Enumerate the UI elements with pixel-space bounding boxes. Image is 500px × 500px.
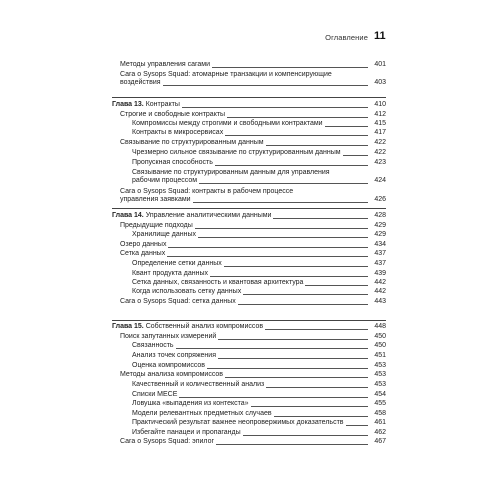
toc-entry [132,362,386,370]
page-number: 11 [374,30,386,42]
toc-entry [120,250,386,258]
toc-page-number: 429 [374,231,386,238]
chapter-divider [112,208,386,209]
toc-page-number: 448 [374,323,386,330]
toc-entry-label: Определение сетки данных [132,260,222,267]
toc-page-number: 458 [374,410,386,417]
toc-entry [120,298,386,306]
toc-entry-label: Поиск запутанных измерений [120,333,217,340]
toc-entry [132,288,386,296]
toc-entry-label: Ловушка «выпадения из контекста» [132,400,249,407]
running-head [0,30,500,48]
toc-entry [132,410,386,418]
toc-page-number: 453 [374,371,386,378]
toc-entry-label: Методы управления сагами [120,61,211,68]
toc-page-number: 434 [374,241,386,248]
toc-entry [132,279,386,287]
toc-entry-label: Пропускная способность [132,159,213,166]
toc-page-number: 467 [374,438,386,445]
toc-entry-label: Строгие и свободные контракты [120,111,226,118]
toc-page-number: 429 [374,222,386,229]
toc-entry-label: Управление аналитическими данными [145,212,272,219]
toc-chapter-entry [112,101,386,109]
toc-entry-label: Хранилище данных [132,231,196,238]
toc-page-number: 439 [374,270,386,277]
toc-entry [132,419,386,427]
toc-entry-label: Сетка данных, связанность и квантовая архитектура [132,279,304,286]
toc-page-number: 453 [374,381,386,388]
toc-entry [120,438,386,446]
toc-page-number: 453 [374,362,386,369]
toc-entry-label: Списки MECE [132,391,178,398]
toc-entry [132,159,386,167]
toc-entry-label-line2: управления заявками [120,196,191,204]
toc-page-number: 437 [374,260,386,267]
toc-entry [120,111,386,119]
toc-entry-label-line1: Связывание по структурированным данным для управления [132,169,330,176]
toc-entry [132,352,386,360]
toc-page-number: 410 [374,101,386,108]
toc-entry [132,429,386,437]
toc-page-number: 451 [374,352,386,359]
toc-entry-label: Контракты [145,101,180,108]
toc-page-number: 455 [374,400,386,407]
toc-entry-label-line1: Сага о Sysops Squad: атомарные транзакции и компенсирующие [120,71,332,78]
toc-page-number: 401 [374,61,386,68]
toc-page-number: 423 [374,159,386,166]
toc-entry [132,149,386,157]
chapter-divider [112,97,386,98]
toc-page-number: 454 [374,391,386,398]
toc-entry-label-line2: рабочим процессом [132,177,198,185]
toc-entry-label: Методы анализа компромиссов [120,371,224,378]
chapter-number: Глава 13. [112,101,144,108]
toc-entry [132,391,386,399]
toc-page-number: 437 [374,250,386,257]
toc-chapter-entry [112,323,386,331]
toc-entry-label: Собственный анализ компромиссов [145,323,264,330]
toc-entry-label: Контракты в микросервисах [132,129,224,136]
toc-entry [132,231,386,239]
toc-entry [132,260,386,268]
toc-entry [132,342,386,350]
toc-page-number: 462 [374,429,386,436]
toc-entry [120,222,386,230]
toc-page-number: 450 [374,333,386,340]
toc-entry-label: Практический результат важнее неопровержимых доказательств [132,419,344,426]
toc-chapter-entry [112,212,386,220]
toc-entry [120,241,386,249]
toc-entry-label: Компромиссы между строгими и свободными контрактами [132,120,323,127]
toc-entry-label: Связанность [132,342,174,349]
toc-entry-label: Предыдущие подходы [120,222,193,229]
toc-page-number: 412 [374,111,386,118]
toc-page-number: 417 [374,129,386,136]
toc-entry [132,381,386,389]
toc-entry-label: Анализ точек сопряжения [132,352,216,359]
chapter-divider [112,320,386,321]
toc-page-number: 450 [374,342,386,349]
chapter-number: Глава 14. [112,212,144,219]
toc-entry [120,71,386,88]
toc-page-number: 442 [374,288,386,295]
toc-entry-label: Сага о Sysops Squad: сетка данных [120,298,236,305]
toc-page-number: 461 [374,419,386,426]
toc-entry-label: Квант продукта данных [132,270,208,277]
toc-page-number: 422 [374,149,386,156]
toc-entry [120,61,386,69]
toc-entry-label: Связывание по структурированным данным [120,139,264,146]
toc-page-number: 424 [374,177,386,185]
chapter-number: Глава 15. [112,323,144,330]
toc-page-number: 442 [374,279,386,286]
toc-entry [132,169,386,186]
toc-entry [120,139,386,147]
toc-entry [132,270,386,278]
toc-entry-label: Когда использовать сетку данных [132,288,242,295]
toc-entry-label-line1: Сага о Sysops Squad: контракты в рабочем процессе [120,188,294,195]
toc-entry [120,333,386,341]
toc-entry-label-line2: воздействия [120,79,161,87]
toc-entry [120,371,386,379]
toc-page-number: 426 [374,196,386,204]
toc-entry [132,400,386,408]
toc-entry [132,120,386,128]
toc-page-number: 443 [374,298,386,305]
toc-entry [120,188,386,205]
toc-entry-label: Модели релевантных предметных случаев [132,410,272,417]
toc-page-number: 415 [374,120,386,127]
toc-entry-label: Качественный и количественный анализ [132,381,265,388]
toc-entry-label: Чрезмерно сильное связывание по структурированным данным [132,149,341,156]
toc-entry-label: Сетка данных [120,250,166,257]
toc-entry-label: Сага о Sysops Squad: эпилог [120,438,215,445]
toc-page-number: 428 [374,212,386,219]
toc-page-number: 403 [374,79,386,87]
toc-entry [132,129,386,137]
running-head-title: Оглавление [325,33,368,42]
toc-entry-label: Избегайте панацеи и пропаганды [132,429,241,436]
toc-entry-label: Оценка компромиссов [132,362,206,369]
toc-entry-label: Озеро данных [120,241,167,248]
toc-page-number: 422 [374,139,386,146]
